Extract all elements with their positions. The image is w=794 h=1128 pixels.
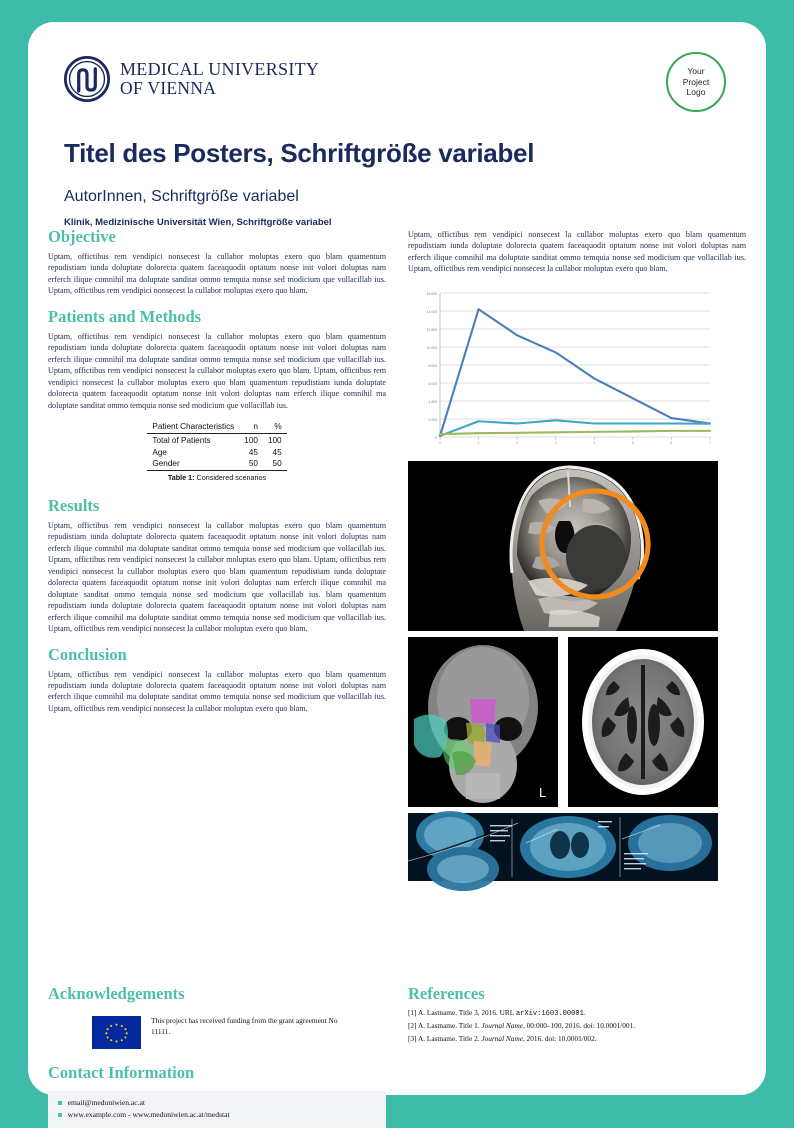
svg-text:10.000: 10.000 [426,345,437,350]
objective-paragraph: Uptam, offictibus rem vendipici nonsecest la cullabor moluptas exero quo blam quamentum repudistiam iunda doluptate dolorecta quatem faceaquodit optatum nonse init volori doluptas nam erferch ilique comnihil ma doluptate sanditat ommo temquia nonse sed modicium que vollacillab ius. Uptam, offictibus rem vendipici nonsecest la cullabor moluptas exero quo blam. [48,252,386,296]
table-header-row [147,421,286,434]
poster-columns [48,227,746,887]
table-cell-percent: 45 [272,447,282,457]
svg-text:6: 6 [670,440,673,445]
poster-header [48,40,746,228]
bullet-icon [58,1101,62,1105]
reference-detail: , 00:000–100, 2016. doi: 10.0001/001. [522,1021,636,1031]
table-row [147,446,286,458]
contact-box [48,1091,386,1128]
university-logo-block [64,56,319,102]
project-logo-line1: Your [687,66,705,77]
reference-title: Title 2. [458,1033,480,1043]
reference-title: Title 3, [458,1008,480,1017]
section-heading-objective: Objective [48,227,116,246]
svg-text:5: 5 [631,440,634,445]
small-figures-row [408,637,746,807]
contact-line-email [58,1097,378,1109]
reference-journal: Journal Name [481,1021,523,1031]
reference-url-label: URL [499,1008,514,1017]
reference-year: 2016. [481,1008,498,1017]
objective-right-paragraph: Uptam, offictibus rem vendipici nonsecest la cullabor moluptas exero quo blam quamentum repudistiam iunda doluptate dolorecta quatem faceaquodit optatum nonse init volori doluptas nam erferch ilique comnihil ma doluptate sanditat ommo temquia nonse sed modicium que vollacillab ius. Uptam, offictibus rem vendipici nonsecest la cullabor moluptas exero quo blam. [408,230,746,274]
svg-text:12.000: 12.000 [426,327,437,332]
line-chart-svg [408,285,718,455]
axial-head-ct-image [568,637,718,807]
patients-and-methods-paragraph: Uptam, offictibus rem vendipici nonsecest la cullabor moluptas exero quo blam quamentum repudistiam iunda doluptate dolorecta quatem faceaquodit optatum nonse init volori doluptas nam erferch ilique comnihil ma doluptate sanditat ommo temquia nonse sed modicium que vollacillab ius. Uptam, offictibus rem vendipici nonsecest la cullabor moluptas exero quo blam. Uptam, offictibus rem vendipici nonsecest la cullabor moluptas exero quo blam quamentum repudistiam iunda doluptate dolorecta quatem faceaquodit optatum nonse init volori doluptas nam erferch ilique comnihil ma doluptate sanditat ommo temquia nonse sed modicium que vollacillab ius. [48,331,386,410]
university-name [120,59,319,99]
patient-characteristics-table-wrapper [48,421,386,481]
svg-text:1: 1 [477,440,480,445]
section-heading-results: Results [48,495,100,515]
svg-text:2: 2 [516,440,519,445]
reference-author: A. Lastname. [417,1008,458,1017]
footer-left-column [48,984,386,1128]
university-name-line2: OF VIENNA [120,78,217,99]
right-column [408,227,746,887]
line-chart-figure [408,285,718,455]
reference-title: Title 1. [458,1021,480,1031]
section-heading-contact: Contact Information [48,1063,195,1082]
authors-line: AutorInnen, Schriftgröße variabel [64,188,299,205]
svg-text:2.000: 2.000 [428,417,437,422]
reference-author: A. Lastname. [417,1033,458,1043]
left-column [48,227,386,887]
bullet-icon [58,1113,62,1117]
table-cell-percent: 100 [267,435,282,445]
eu-flag-icon [92,1016,141,1049]
project-logo-placeholder [666,52,726,112]
section-heading-references: References [408,984,485,1003]
reference-journal: Journal Name [481,1033,523,1043]
acknowledgement-text: This project has received funding from the grant agreement No 11111. [151,1016,338,1036]
svg-text:7: 7 [709,440,711,445]
meduni-vienna-circular-logo-icon [64,56,110,102]
blue-mri-lightbox-image [408,813,718,881]
page-title: Titel des Posters, Schriftgröße variabel [64,138,535,168]
reference-item [408,1020,746,1033]
reference-author: A. Lastname. [417,1021,458,1031]
chart-series-series-3 [440,431,710,434]
table-header-percent: % [263,421,287,434]
poster-footer [48,984,746,1128]
university-name-line1: MEDICAL UNIVERSITY [120,59,320,80]
reference-number: [2] [408,1021,417,1031]
reference-item [408,1007,746,1020]
svg-text:4: 4 [593,440,596,445]
laterality-marker: L [539,784,547,800]
svg-text:4.000: 4.000 [428,399,437,404]
contact-email[interactable]: email@meduniwien.ac.at [67,1098,146,1107]
table-header-characteristics: Patient Characteristics [147,421,239,434]
svg-text:0: 0 [439,440,441,445]
project-logo-line3: Logo [686,87,706,98]
section-heading-patients-and-methods: Patients and Methods [48,306,202,326]
reference-number: [1] [408,1008,417,1017]
table-cell-percent: 50 [263,458,287,470]
table-header-n: n [239,421,263,434]
acknowledgement-row [92,1016,386,1049]
project-logo-line2: Project [682,76,710,87]
table-cell-n: 50 [239,458,263,470]
reference-arxiv-id: arXiv:1603.00001 [515,1010,584,1018]
coronal-brain-mri-image [408,461,718,631]
svg-text:14.000: 14.000 [426,309,437,314]
coronal-mri-figure [408,461,746,631]
svg-text:0: 0 [435,435,437,440]
contact-website[interactable]: www.example.com - www.meduniwien.ac.at/medstat [67,1110,230,1120]
section-heading-conclusion: Conclusion [48,644,127,664]
section-heading-acknowledgements: Acknowledgements [48,984,185,1003]
svg-text:8.000: 8.000 [428,363,437,368]
table-cell-n: 100 [244,435,258,445]
table-caption-text: Considered scenarios [196,472,267,482]
poster-page [28,22,766,1120]
table-row [147,458,286,470]
table-cell-label: Age [152,447,167,457]
table-cell-label: Gender [147,458,239,470]
table-cell-n: 45 [248,447,258,457]
reference-detail: , 2016. doi: 10.0001/002. [522,1033,597,1043]
results-paragraph: Uptam, offictibus rem vendipici nonsecest la cullabor moluptas exero quo blam quamentum repudistiam iunda doluptate dolorecta quatem faceaquodit optatum nonse init volori doluptas nam erferch ilique comnihil ma doluptate sanditat ommo temquia nonse sed modicium que vollacillab ius. Uptam, offictibus rem vendipici nonsecest la cullabor moluptas exero quo blam. Uptam, offictibus rem vendipici nonsecest la cullabor moluptas exero quo blam quamentum repudistiam iunda doluptate dolorecta quatem faceaquodit optatum nonse init volori doluptas nam erferch ilique comnihil ma doluptate sanditat ommo temquia nonse sed modicium que vollacillab ius. blam quamentum repudistiam iunda doluptate dolorecta quatem faceaquodit optatum nonse init volori doluptas nam erferch ilique comnihil ma doluptate sanditat ommo temquia nonse sed modicium que vollacillab ius. Uptam, offictibus rem vendipici nonsecest la cullabor moluptas exero quo blam. [48,520,386,634]
chart-series-series-1 [440,309,710,436]
contact-line-web [58,1109,378,1121]
reference-period: . [583,1008,586,1017]
affiliation-line: Klinik, Medizinische Universität Wien, Schriftgröße variabel [64,217,332,228]
table-row [147,434,286,446]
svg-text:16.000: 16.000 [426,291,437,296]
svg-text:3: 3 [554,440,557,445]
table-cell-label: Total of Patients [152,435,211,445]
footer-right-column [408,984,746,1128]
mri-lightbox-figure [408,813,746,881]
patient-characteristics-table [147,421,286,470]
skull-xray-segmentation-image [408,637,558,807]
reference-number: [3] [408,1033,417,1043]
reference-item [408,1033,746,1046]
svg-text:6.000: 6.000 [428,381,437,386]
table-caption-label: Table 1: [167,472,195,482]
conclusion-paragraph: Uptam, offictibus rem vendipici nonsecest la cullabor moluptas exero quo blam quamentum repudistiam iunda doluptate dolorecta quatem faceaquodit optatum nonse init volori doluptas nam erferch ilique comnihil ma doluptate sanditat ommo temquia nonse sed modicium que vollacillab ius. Uptam, offictibus rem vendipici nonsecest la cullabor moluptas exero quo blam. [48,669,386,713]
table-caption [147,473,286,482]
